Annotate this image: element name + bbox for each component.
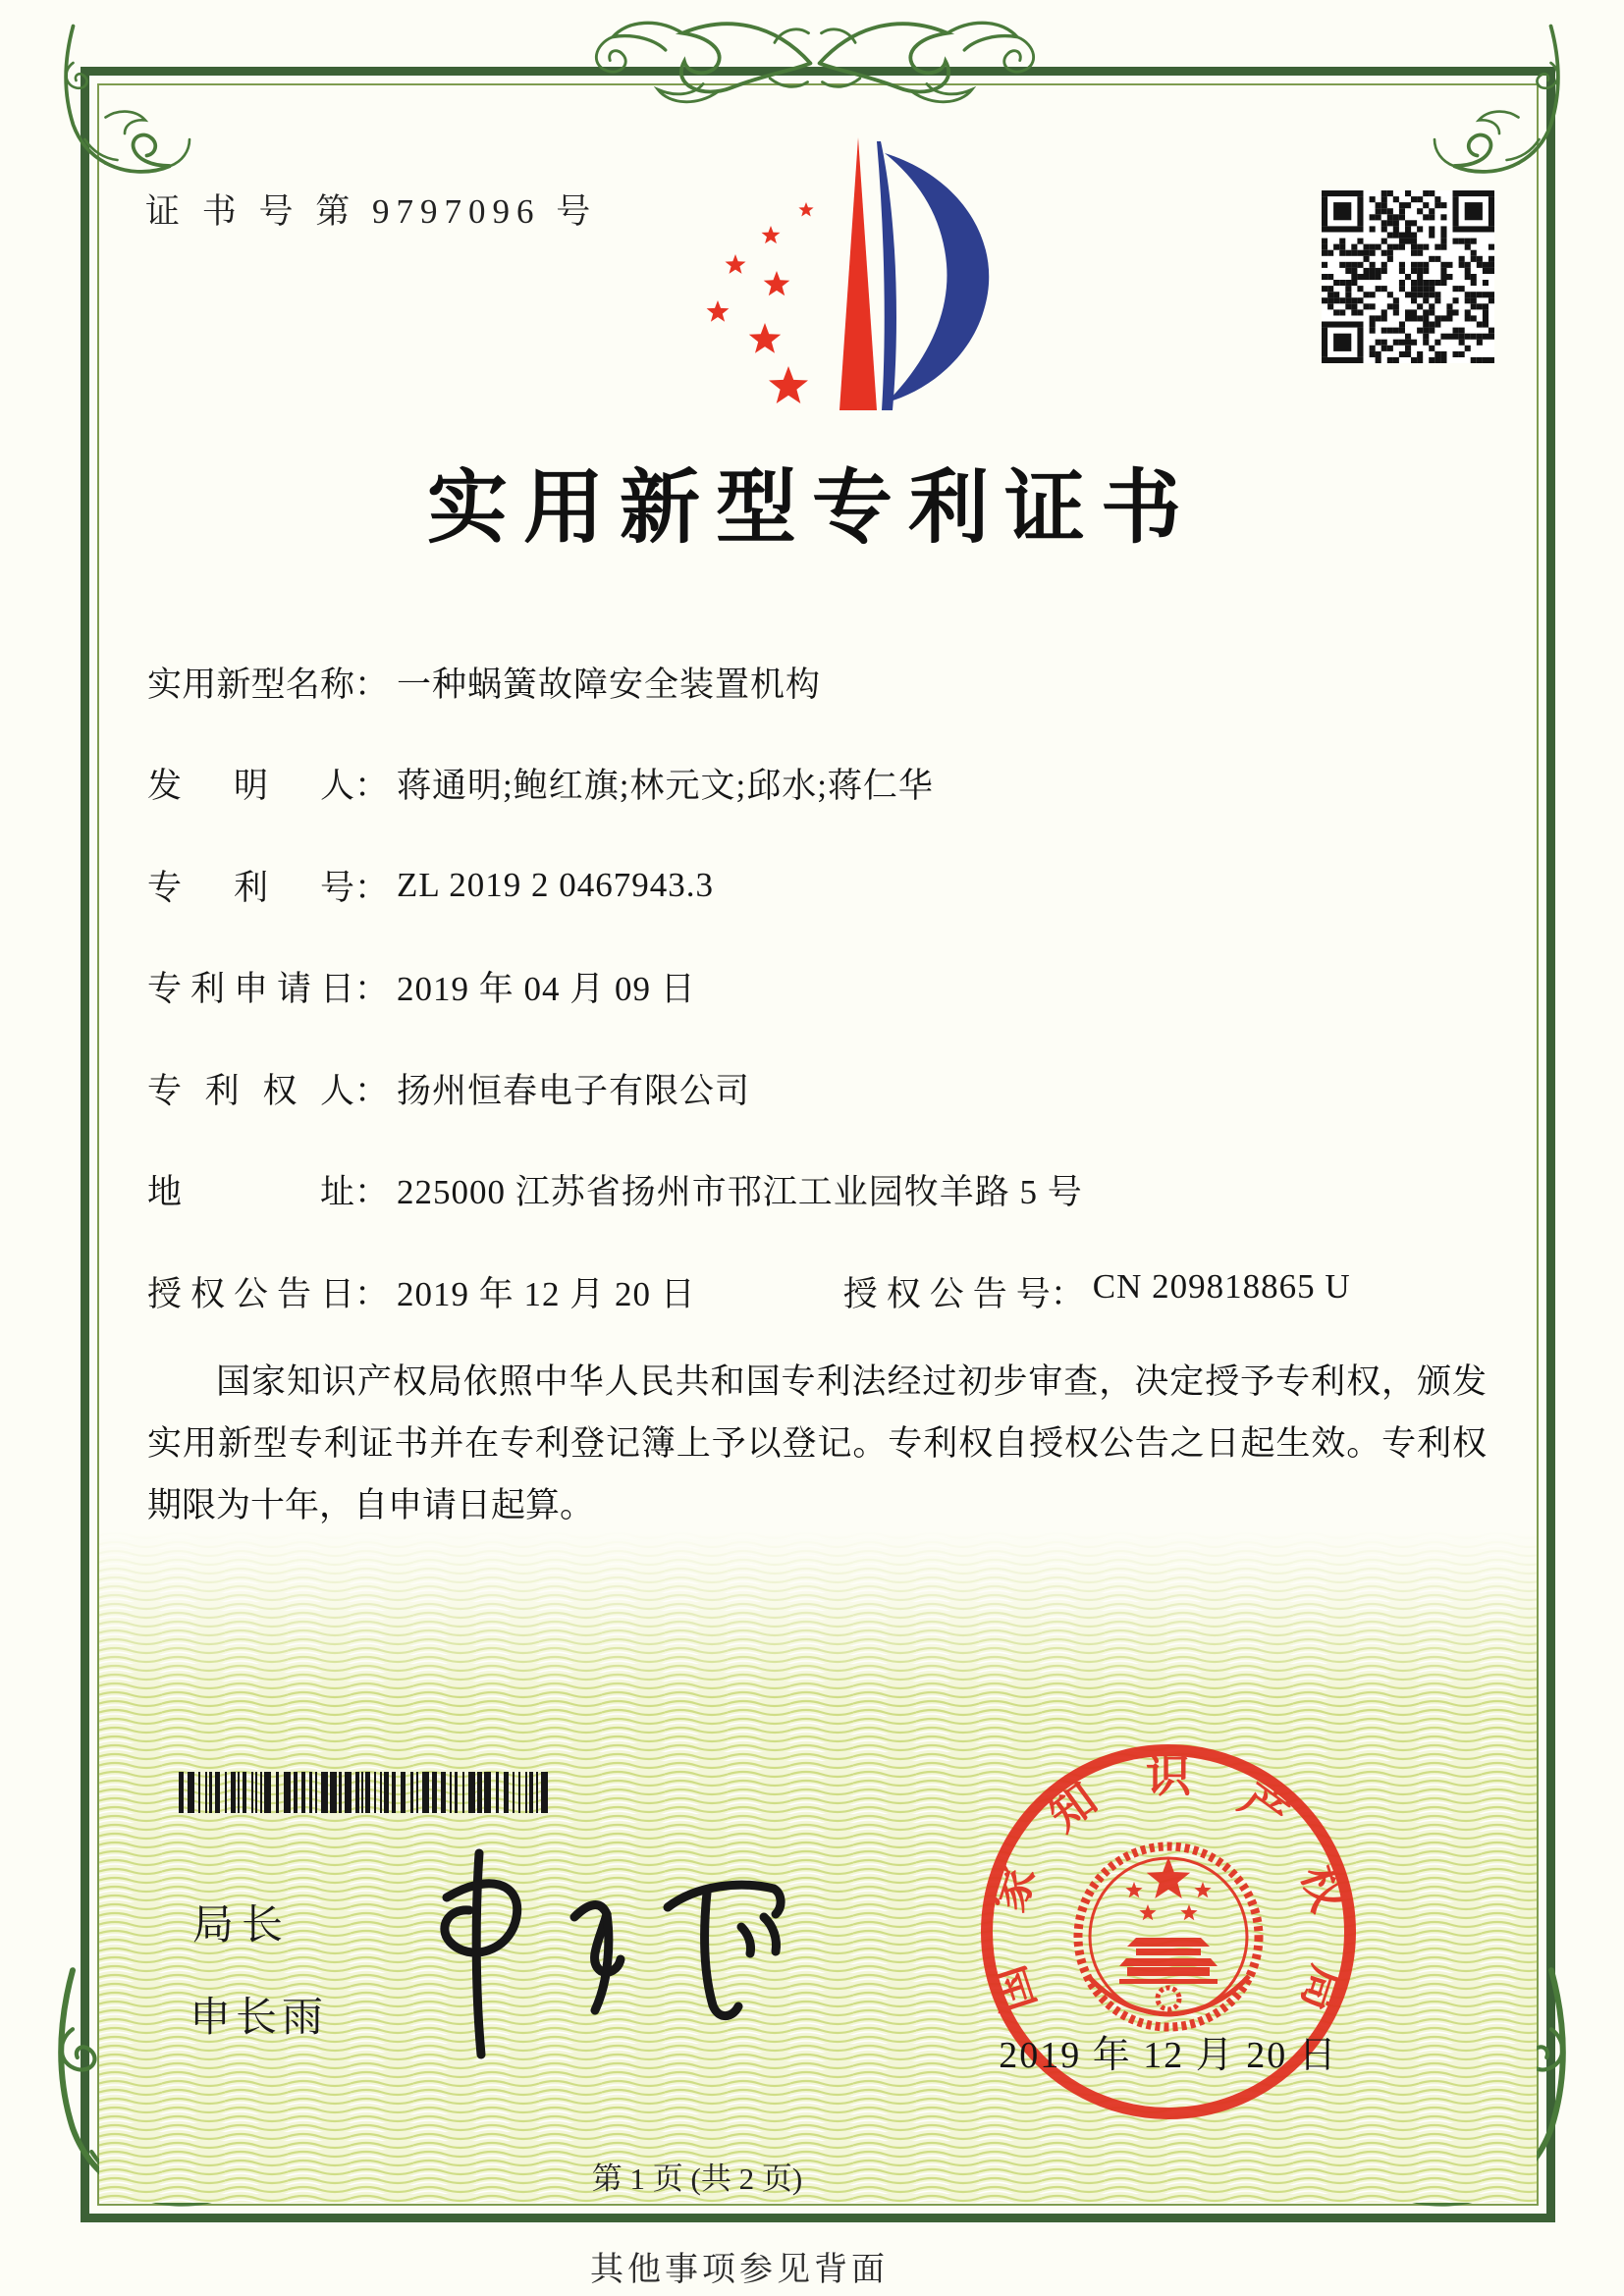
- page-number: 第 1 页 (共 2 页): [591, 2162, 803, 2196]
- field-value: CN 209818865 U: [1092, 1266, 1351, 1306]
- svg-text:识: 识: [1146, 1751, 1191, 1801]
- field-label: 专利权人: [147, 1071, 354, 1110]
- field-value: 2019 年 04 月 09 日: [397, 970, 696, 1009]
- national-emblem: [1078, 1846, 1259, 2027]
- certificate-title: 实用新型专利证书: [426, 463, 1197, 553]
- top-right-corner-ornament: [1426, 22, 1573, 184]
- field-list: [147, 631, 1492, 1343]
- svg-text:家: 家: [983, 1859, 1045, 1918]
- top-center-flourish-ornament: [574, 5, 1056, 118]
- signer-title: 局长: [192, 1901, 292, 1948]
- svg-text:国: 国: [983, 1959, 1045, 2018]
- field-value: 2019 年 12 月 20 日: [397, 1274, 696, 1313]
- field-label: 发明人: [147, 767, 354, 806]
- back-side-note: 其他事项参见背面: [590, 2252, 889, 2288]
- field-label: 专利号: [147, 868, 354, 907]
- field-row-filing-date: 专利申请日 ： 2019 年 04 月 09 日: [147, 936, 1492, 1039]
- field-label: 地址: [147, 1173, 354, 1212]
- seal-date: 2019 年 12 月 20 日: [999, 2035, 1338, 2076]
- field-row-inventors: 发明人 ： 蒋通明;鲍红旗;林元文;邱水;蒋仁华: [147, 733, 1492, 835]
- field-label: 授权公告号: [842, 1274, 1051, 1313]
- signer-name: 申长雨: [189, 1994, 329, 2040]
- field-value: 扬州恒春电子有限公司: [397, 1071, 751, 1110]
- field-row-patentee: 专利权人 ： 扬州恒春电子有限公司: [147, 1038, 1492, 1140]
- field-label: 专利申请日: [147, 970, 354, 1009]
- legal-paragraph-1: 国家知识产权局依照中华人民共和国专利法经过初步审查，决定授予专利权，颁发实用新型专利证书并在专利登记簿上予以登记。专利权自授权公告之日起生效。专利权期限为十年，自申请日起算。: [147, 1362, 1487, 1524]
- field-row-name: 实用新型名称 ： 一种蜗簧故障安全装置机构: [147, 631, 1492, 733]
- field-row-address: 地址 ： 225000 江苏省扬州市邗江工业园牧羊路 5 号: [147, 1140, 1492, 1242]
- cnipa-logo: [692, 126, 1006, 420]
- svg-text:知: 知: [1040, 1773, 1107, 1842]
- director-signature: [353, 1824, 805, 2081]
- field-value: 225000 江苏省扬州市邗江工业园牧羊路 5 号: [397, 1173, 1083, 1212]
- field-row-patent-no: 专利号 ： ZL 2019 2 0467943.3: [147, 834, 1492, 936]
- field-value: 蒋通明;鲍红旗;林元文;邱水;蒋仁华: [397, 767, 934, 806]
- svg-text:产: 产: [1230, 1773, 1297, 1842]
- field-value: 一种蜗簧故障安全装置机构: [397, 665, 822, 704]
- field-grant-number: 授权公告号 ： CN 209818865 U: [843, 1267, 1351, 1316]
- top-left-corner-ornament: [51, 22, 198, 184]
- logo-stars: [707, 202, 814, 403]
- svg-text:局: 局: [1292, 1959, 1354, 2018]
- field-row-grant: 授权公告日 ： 2019 年 12 月 20 日 授权公告号 ： CN 209818865 U: [147, 1241, 1492, 1343]
- qr-code: [1322, 190, 1494, 363]
- field-label: 实用新型名称: [147, 665, 354, 704]
- field-label: 授权公告日: [147, 1274, 354, 1313]
- logo-blue-crescent: [885, 153, 989, 402]
- svg-text:权: 权: [1292, 1859, 1354, 1918]
- certificate-number: 证 书 号 第 9797096 号: [145, 192, 598, 231]
- barcode: [177, 1772, 554, 1813]
- logo-red-spike: [839, 137, 877, 410]
- field-value: ZL 2019 2 0467943.3: [397, 865, 714, 904]
